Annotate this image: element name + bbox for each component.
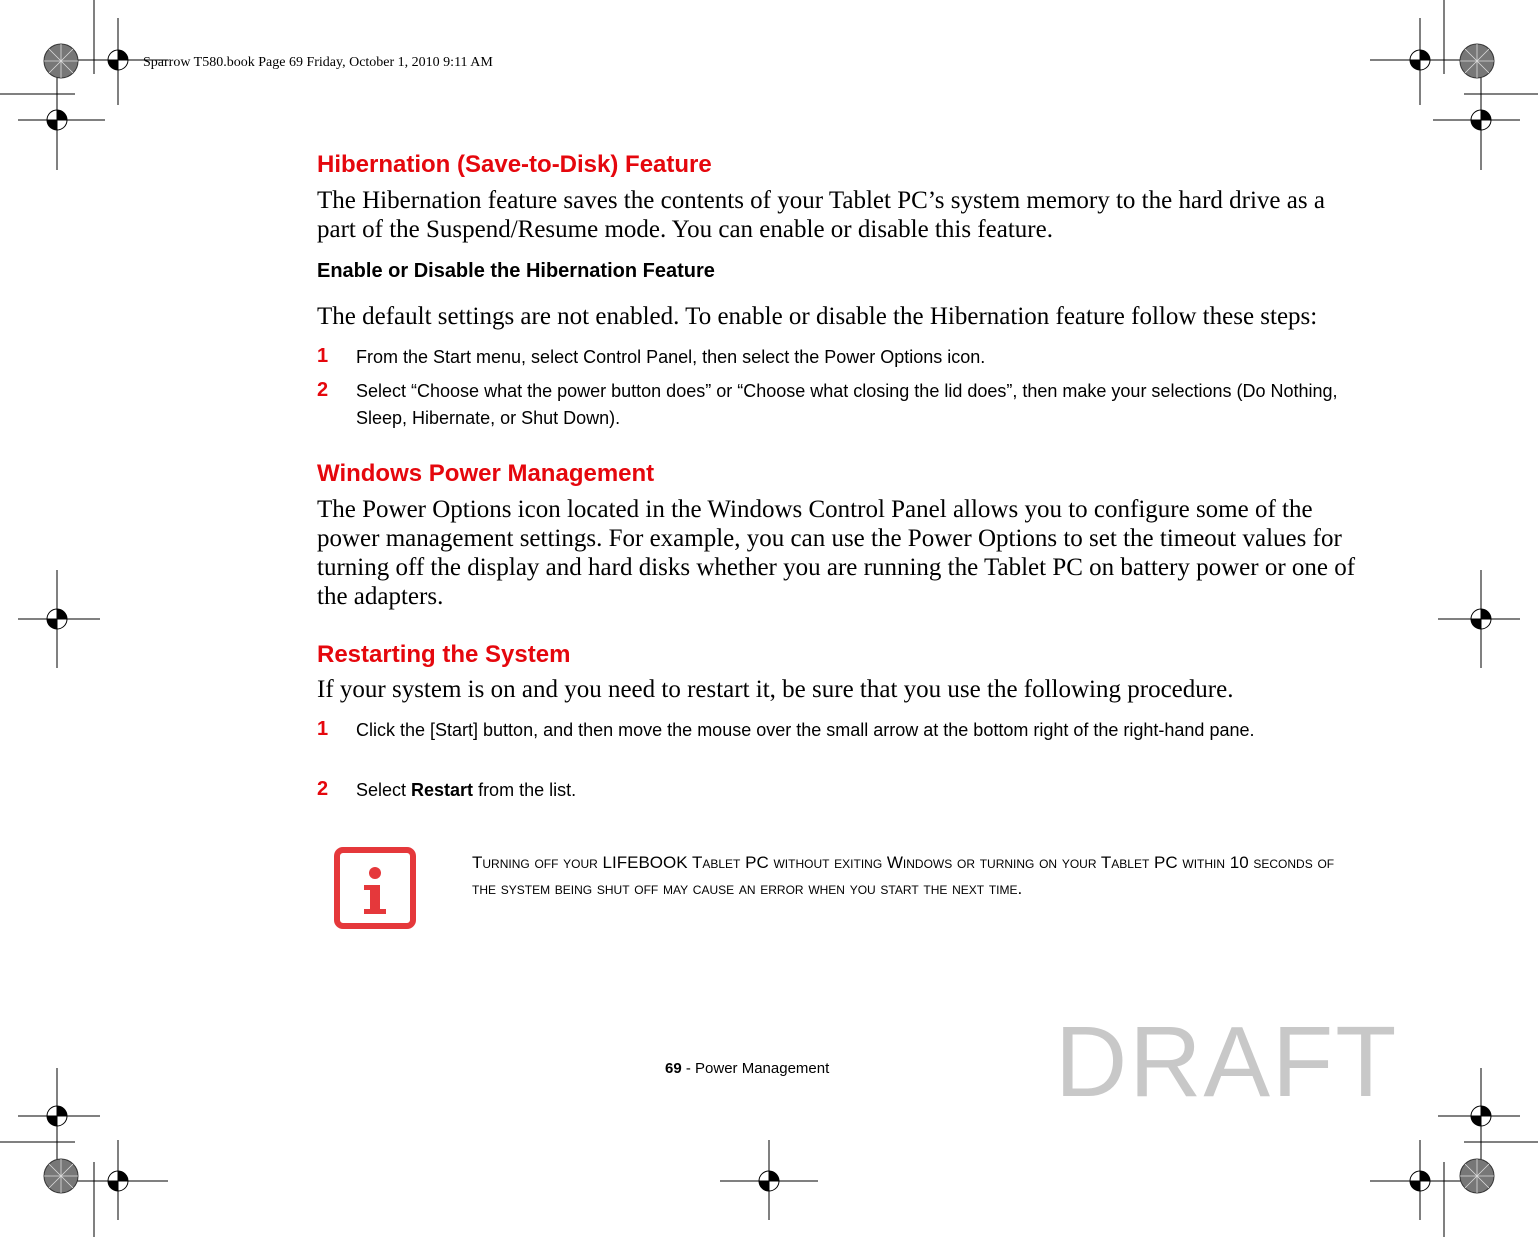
restart-term: Restart [411,780,474,800]
hibernation-subheading: Enable or Disable the Hibernation Feature [317,260,715,282]
chapter-name: Power Management [695,1060,830,1077]
hibernation-paragraph: The Hibernation feature saves the contents of your Tablet PC’s system memory to the hard drive as a part of the Suspend/Resume mode. You can enable or disable this feature. [317,187,1325,243]
note-text: Turning off your LIFEBOOK Tablet PC without exiting Windows or turning on your Tablet PC within 10 seconds of the system being shut off may cause an error when you start the next time. [472,853,1335,898]
step-suffix: from the list. [473,780,577,800]
step-text: Click the [Start] button, and then move the mouse over the small arrow at the bottom right of the right-hand pane. [356,720,1255,740]
footer-separator: - [681,1060,696,1077]
windows-power-heading: Windows Power Management [317,460,655,487]
step-text: Select “Choose what the power button does” or “Choose what closing the lid does”, then make your selections (Do Nothing, Sleep, Hibernate, or Shut Down). [356,381,1338,428]
draft-watermark: DRAFT [1055,1006,1399,1118]
page-footer [665,1060,829,1077]
page-number: 69 [665,1060,682,1077]
info-icon [334,847,416,929]
step-text: From the Start menu, select Control Panel, then select the Power Options icon. [356,347,986,367]
step-number: 2 [317,379,329,401]
windows-power-paragraph: The Power Options icon located in the Windows Control Panel allows you to configure some of the power management settings. For example, you can use the Power Options to set the timeout values for turning off the display and hard disks whether you are running the Tablet PC on battery power or one of the adapters. [317,496,1356,610]
restarting-paragraph: If your system is on and you need to restart it, be sure that you use the following procedure. [317,676,1234,703]
step-text [356,777,1356,804]
step-prefix: Select [356,780,412,800]
step-number: 1 [317,718,329,740]
restarting-heading: Restarting the System [317,641,571,668]
print-header: Sparrow T580.book Page 69 Friday, October 1, 2010 9:11 AM [143,55,493,70]
hibernation-heading: Hibernation (Save-to-Disk) Feature [317,151,712,178]
hibernation-intro: The default settings are not enabled. To enable or disable the Hibernation feature follow these steps: [317,303,1318,330]
step-number: 2 [317,778,329,800]
step-number: 1 [317,345,329,367]
